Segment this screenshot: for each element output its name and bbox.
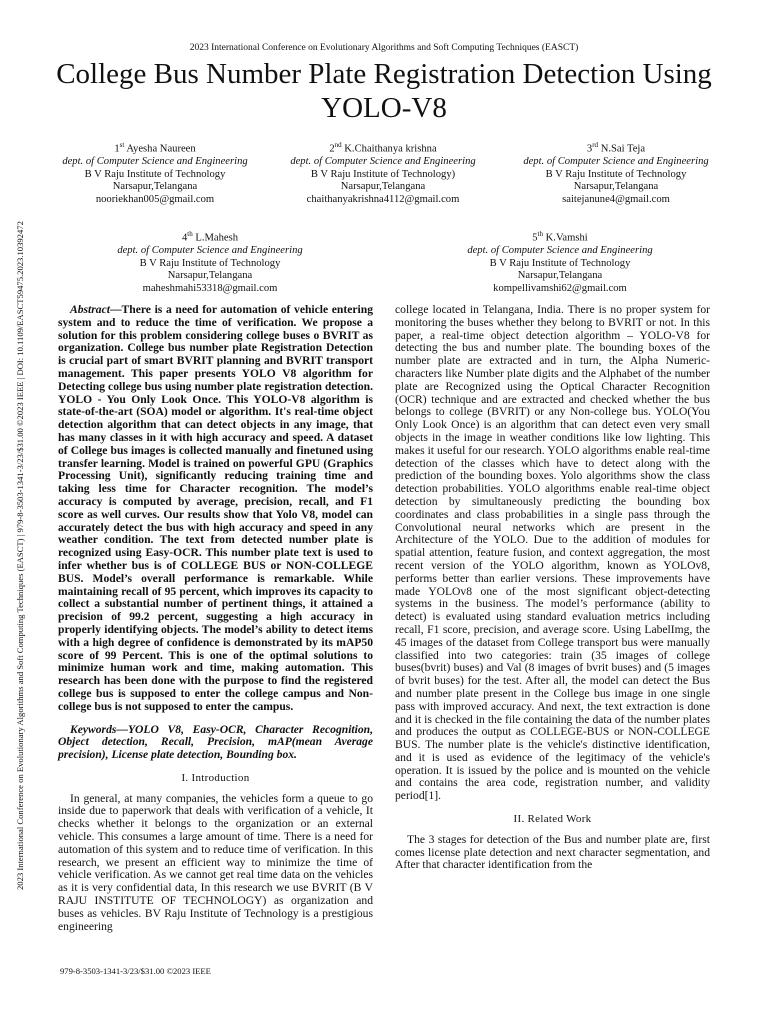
author-3: 3rd N.Sai Teja dept. of Computer Science and Engineering B V Raju Institute of Technology Narsapur,Telangana saitejanune4@gmail.com <box>501 139 731 207</box>
author-2-location: Narsapur,Telangana <box>340 181 426 193</box>
author-4-email: maheshmahi53318@gmail.com <box>142 282 278 294</box>
author-4: 4th L.Mahesh dept. of Computer Science and Engineering B V Raju Institute of Technology Narsapur,Telangana maheshmahi53318@gmail.com <box>70 228 350 296</box>
author-3-email: saitejanune4@gmail.com <box>562 193 670 205</box>
author-2-dept: dept. of Computer Science and Engineering <box>290 156 476 168</box>
intro-continued-paragraph: college located in Telangana, India. There is no proper system for monitoring the buses whether they belong to BVRIT or not. In this paper, a real-time object detection algorithm – YOLO-V8 for detecting the bus and number plate. The bounding boxes of the number plate are extracted and in turn, the Alpha Numeric-characters like Number plate digits and the Alphabet of the number plate are Recognized using the Optical Character Recognition (OCR) technique and are extracted and checked whether the bus belongs to college (BVRIT) or any Non-college bus. YOLO(You Only Look Once) is an algorithm that can detect even very small objects in the image in weather conditions like low lighting. This makes it useful for our research. YOLO algorithms enable real-time detection of the classes which have to detect along with the prediction of the bounding boxes. Yolo algorithms show the class detection probabilities. YOLO algorithms enable real-time object detection by simultaneously predicting the bounding box coordinates and class probabilities in a single pass through the Convolutional neural networks which are present in the Architecture of the YOLO. Due to the addition of modules for spatial attention, feature fusion, and context aggregation, the most recent version of the YOLO algorithm, known as YOLOv8, performs better than earlier versions. These improvements have made YOLOv8 one of the most significant object-detecting systems in the business. The model’s performance (ability to detect) is evaluated using standard evaluation metrics including recall, F1 score, precision, and average score. Using LabelImg, the 45 images of the dataset from College transport bus were manually classified into two categories: train (35 images of college buses(bvrit) buses) and Val (8 images of bvrit buses) and (5 images of bvrit buses) for the test. After all, the model can detect the Bus and number plate present in the College bus image in one single pass with improved accuracy. And next, the text extraction is done and it is checked in the file containing the data of the number plates and produces the output as COLLEGE-BUS or NON-COLLEGE BUS. The number plate is the vehicle's distinctive identification, and it is used as evidence of the legitimacy of the vehicle's operation. It is issued by the police and is mounted on the vehicle and contains the area code, registration number, and validity period[1]. <box>395 303 710 803</box>
author-4-location: Narsapur,Telangana <box>167 270 253 282</box>
author-1-name: Ayesha Naureen <box>126 143 196 155</box>
author-1: 1st Ayesha Naureen dept. of Computer Science and Engineering B V Raju Institute of Technology Narsapur,Telangana nooriekhan005@gmail.com <box>40 139 270 207</box>
author-2-email: chaithanyakrishna4112@gmail.com <box>306 193 460 205</box>
author-3-dept: dept. of Computer Science and Engineering <box>523 156 709 168</box>
author-2-name: K.Chaithanya krishna <box>344 143 437 155</box>
right-column <box>395 304 710 872</box>
author-5-institute: B V Raju Institute of Technology <box>489 257 631 269</box>
author-5: 5th K.Vamshi dept. of Computer Science and Engineering B V Raju Institute of Technology Narsapur,Telangana kompellivamshi62@gmail.com <box>420 228 700 296</box>
author-5-location: Narsapur,Telangana <box>517 270 603 282</box>
section-heading-introduction: I. Introduction <box>181 771 250 784</box>
author-4-name: L.Mahesh <box>195 232 239 244</box>
author-5-email: kompellivamshi62@gmail.com <box>493 282 627 294</box>
introduction-paragraph: In general, at many companies, the vehicles form a queue to go inside due to paperwork that deals with verification of a vehicle, It checks whether it belongs to the organization or an external vehicle. This consumes a large amount of time. There is a need for automation of this system and to reduce time of verification. In this research, we present an efficient way to minimize the time of vehicle verification. As we cannot get real time data on the vehicles as it is very confidential data, In this research we use BVRIT (B V RAJU INSTITUTE OF TECHNOLOGY) as organization and buses as vehicles. BV Raju Institute of Technology is a prestigious engineering <box>58 791 373 933</box>
abstract <box>58 304 373 714</box>
author-1-dept: dept. of Computer Science and Engineering <box>62 156 248 168</box>
author-1-email: nooriekhan005@gmail.com <box>95 193 215 205</box>
author-3-location: Narsapur,Telangana <box>573 181 659 193</box>
keywords-label: Keywords <box>70 722 117 736</box>
author-4-dept: dept. of Computer Science and Engineering <box>117 245 303 257</box>
abstract-text: —There is a need for automation of vehicle entering system and to reduce the time of verification. We propose a solution for this problem considering college buses o BVRIT as organization. College bus number plate Registration Detection is crucial part of smart BVRIT planning and BVRIT transport management. This paper presents YOLO V8 algorithm for Detecting college bus using number plate registration detection. YOLO - You Only Look Once. This YOLO-V8 algorithm is state-of-the-art (SOA) model or algorithm. It's real-time object detection algorithm that can detect objects in any image, that has many classes in it with high accuracy and speed. A dataset of College bus images is collected manually and finetuned using transfer learning. Model is trained on powerful GPU (Graphics Processing Unit), significantly reducing training time and taking less time for Character recognition. The model’s accuracy is computed by average, precision, recall, and F1 score as well curves. Our results show that Yolo V8, model can accurately detect the bus with high accuracy and speed in any weather condition. The text from detected number plate is recognized using Easy-OCR. This number plate text is used to infer whether bus is of COLLEGE BUS or NON-COLLEGE BUS. Model’s overall performance is remarkable. While maintaining recall of 95 percent, which improves its capacity to collect a substantial number of pertinent things, it attained a precision of 99.2 percent, suggesting a high accuracy in properly identifying objects. The model’s ability to detect items with a high degree of confidence is demonstrated by its mAP50 score of 99 Percent. This is one of the optimal solutions to minimize human work and time, making automation. This research has been done with the purpose to find the registered college bus is supposed to enter the college campus and Non-college bus is not supposed to enter the campus. <box>58 303 373 713</box>
left-column <box>58 304 373 933</box>
author-3-institute: B V Raju Institute of Technology <box>545 168 687 180</box>
conference-header: 2023 International Conference on Evolutionary Algorithms and Soft Computing Techniques (EASCT) <box>189 43 579 53</box>
author-1-institute: B V Raju Institute of Technology <box>84 168 226 180</box>
author-4-institute: B V Raju Institute of Technology <box>139 257 281 269</box>
author-5-name: K.Vamshi <box>545 232 588 244</box>
author-3-name: N.Sai Teja <box>600 143 646 155</box>
keywords <box>58 724 373 762</box>
abstract-label: Abstract <box>70 303 110 316</box>
related-work-paragraph: The 3 stages for detection of the Bus and number plate are, first comes license plate detection and next character segmentation, and After that character identification from the <box>395 832 710 872</box>
keywords-text: —YOLO V8, Easy-OCR, Character Recognition, Object detection, Recall, Precision, mAP(mean Average precision), License plate detection, Bounding box. <box>58 722 373 762</box>
author-2: 2nd K.Chaithanya krishna dept. of Computer Science and Engineering B V Raju Institute of Technology) Narsapur,Telangana chaithanyakrishna4112@gmail.com <box>268 139 498 207</box>
page-footer: 979-8-3503-1341-3/23/$31.00 ©2023 IEEE <box>60 966 211 976</box>
author-1-location: Narsapur,Telangana <box>112 181 198 193</box>
author-2-institute: B V Raju Institute of Technology) <box>310 168 456 180</box>
section-heading-related-work: II. Related Work <box>513 813 592 826</box>
doi-sidebar: 2023 International Conference on Evolutionary Algorithms and Soft Computing Techniques (EASCT) | 979-8-3503-1341-3/23/$31.00 ©2023 IEEE | DOI: 10.1109/EASCT59475.2023.10392472 <box>15 221 25 890</box>
paper-title: College Bus Number Plate Registration Detection Using YOLO-V8 <box>56 58 712 124</box>
author-5-dept: dept. of Computer Science and Engineering <box>467 245 653 257</box>
